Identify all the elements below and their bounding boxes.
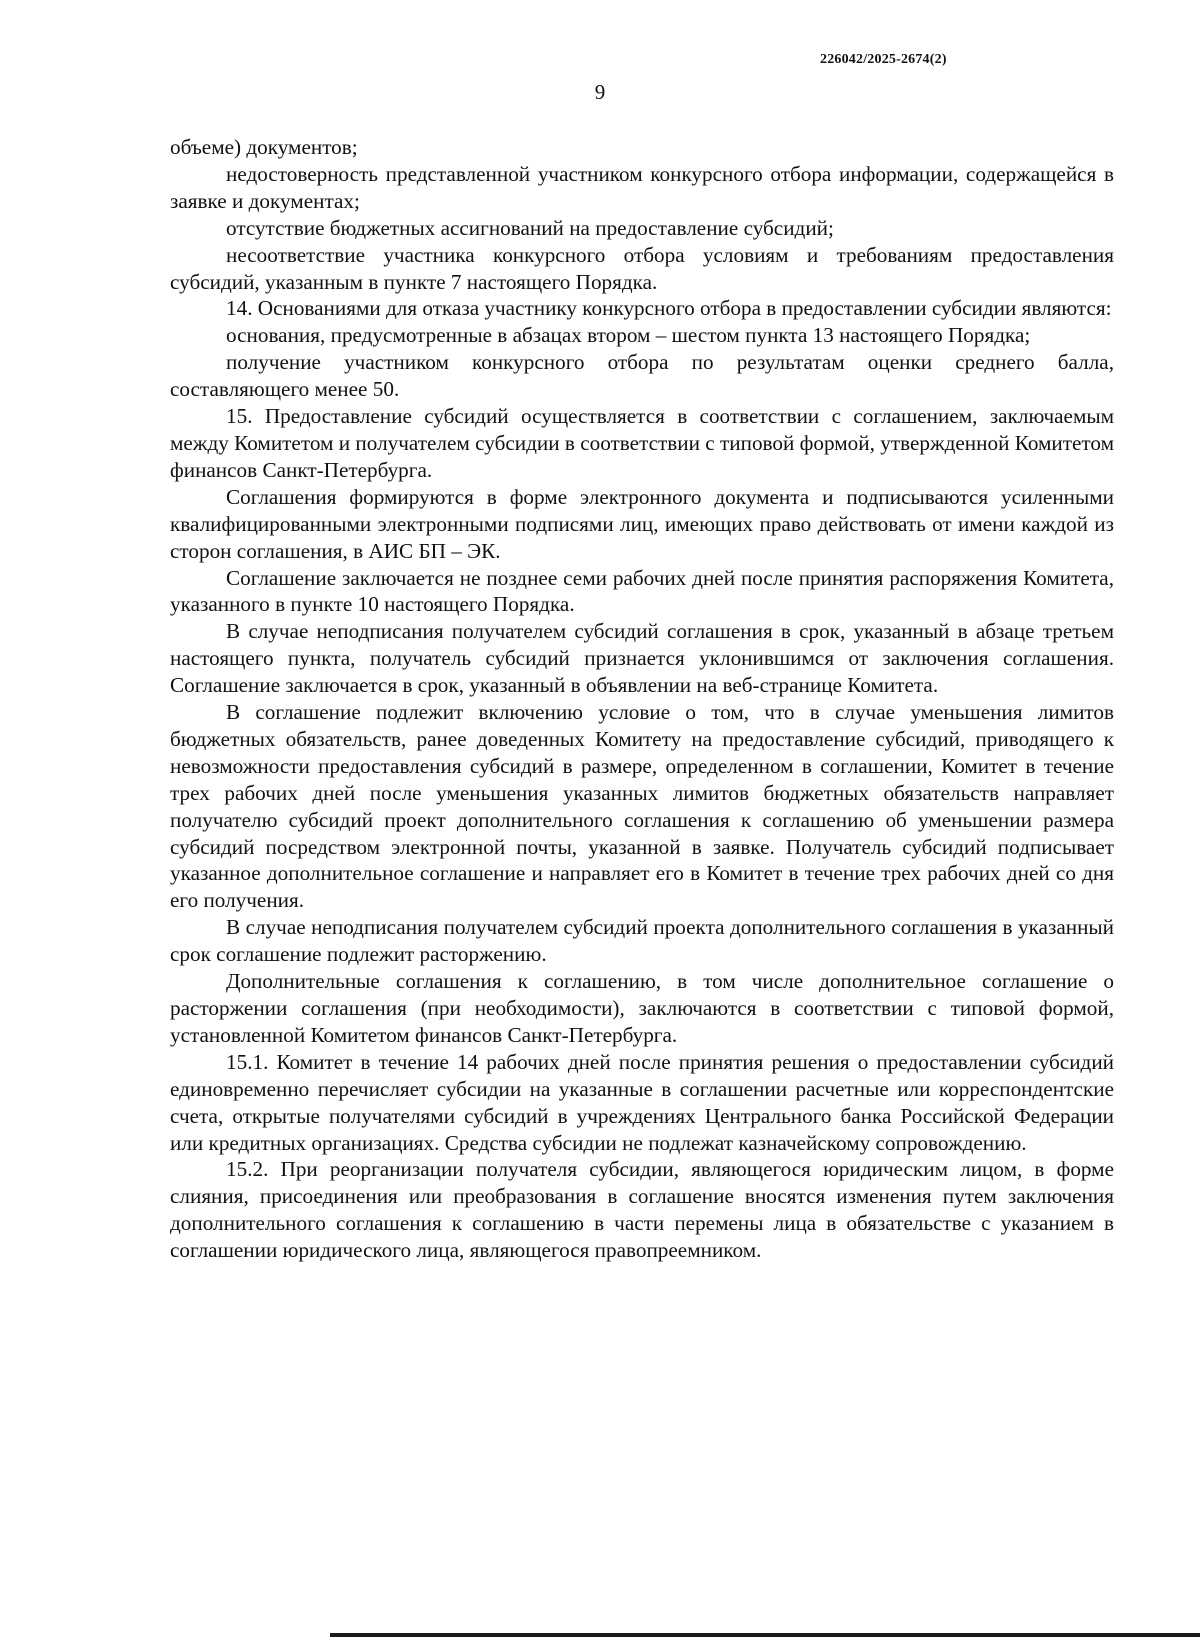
paragraph-item-15: 15. Предоставление субсидий осуществляется в соответствии с соглашением, заключаемым между Комитетом и получателем субсидии в соответствии с типовой формой, утвержденной Комитетом финансов Санкт-Петербурга. [170, 404, 1114, 482]
paragraph-item-15-2: 15.2. При реорганизации получателя субсидии, являющегося юридическим лицом, в форме слияния, присоединения или преобразования в соглашение вносятся изменения путем заключения дополнительного соглашения к соглашению в части перемены лица в обязательстве с указанием в соглашении юридического лица, являющегося правопреемником. [170, 1157, 1114, 1263]
paragraph-continuation: объеме) документов; [170, 135, 358, 159]
paragraph-item-15-1: 15.1. Комитет в течение 14 рабочих дней после принятия решения о предоставлении субсидий единовременно перечисляет субсидии на указанные в соглашении расчетные или корреспондентские счета, открытые получателями субсидий в учреждениях Центрального банка Российской Федерации или кредитных организациях. Средства субсидии не подлежат казначейскому сопровождению. [170, 1049, 1114, 1155]
paragraph: В случае неподписания получателем субсидий проекта дополнительного соглашения в указанный срок соглашение подлежит расторжению. [170, 915, 1114, 967]
paragraph: Соглашения формируются в форме электронного документа и подписываются усиленными квалифицированными электронными подписями лиц, имеющих право действовать от имени каждой из сторон соглашения, в АИС БП – ЭК. [170, 484, 1114, 563]
document-registration-number: 226042/2025-2674(2) [820, 52, 947, 67]
paragraph: В соглашение подлежит включению условие о том, что в случае уменьшения лимитов бюджетных обязательств, ранее доведенных Комитету на предоставление субсидий, приводящего к невозможности предоставления субсидий в размере, определенном в соглашении, Комитет в течение трех рабочих дней после уменьшения указанных лимитов бюджетных обязательств направляет получателю субсидий проект дополнительного соглашения к соглашению об уменьшении размера субсидий посредством электронной почты, указанной в заявке. Получатель субсидий подписывает указанное дополнительное соглашение и направляет его в Комитет в течение трех рабочих дней со дня его получения. [170, 700, 1114, 913]
paragraph: получение участником конкурсного отбора по результатам оценки среднего балла, составляющего менее 50. [170, 350, 1114, 402]
paragraph: В случае неподписания получателем субсидий соглашения в срок, указанный в абзаце третьем настоящего пункта, получатель субсидий признается уклонившимся от заключения соглашения. Соглашение заключается в срок, указанный в объявлении на веб-странице Комитета. [170, 619, 1114, 698]
paragraph: основания, предусмотренные в абзацах втором – шестом пункта 13 настоящего Порядка; [226, 323, 1031, 348]
paragraph: несоответствие участника конкурсного отбора условиям и требованиям предоставления субсидий, указанным в пункте 7 настоящего Порядка. [170, 242, 1114, 294]
page-number: 9 [594, 80, 606, 104]
paragraph: Соглашение заключается не позднее семи рабочих дней после принятия распоряжения Комитета, указанного в пункте 10 настоящего Порядка. [170, 565, 1114, 617]
paragraph-item-14: 14. Основаниями для отказа участнику конкурсного отбора в предоставлении субсидии являются: [226, 296, 1112, 321]
paragraph: недостоверность представленной участником конкурсного отбора информации, содержащейся в заявке и документах; [170, 161, 1114, 213]
bottom-scan-edge-line [330, 1633, 1200, 1637]
document-body [170, 134, 1114, 1264]
paragraph: отсутствие бюджетных ассигнований на предоставление субсидий; [226, 215, 834, 240]
paragraph: Дополнительные соглашения к соглашению, в том числе дополнительное соглашение о расторжении соглашения (при необходимости), заключаются в соответствии с типовой формой, установленной Комитетом финансов Санкт-Петербурга. [170, 969, 1114, 1047]
